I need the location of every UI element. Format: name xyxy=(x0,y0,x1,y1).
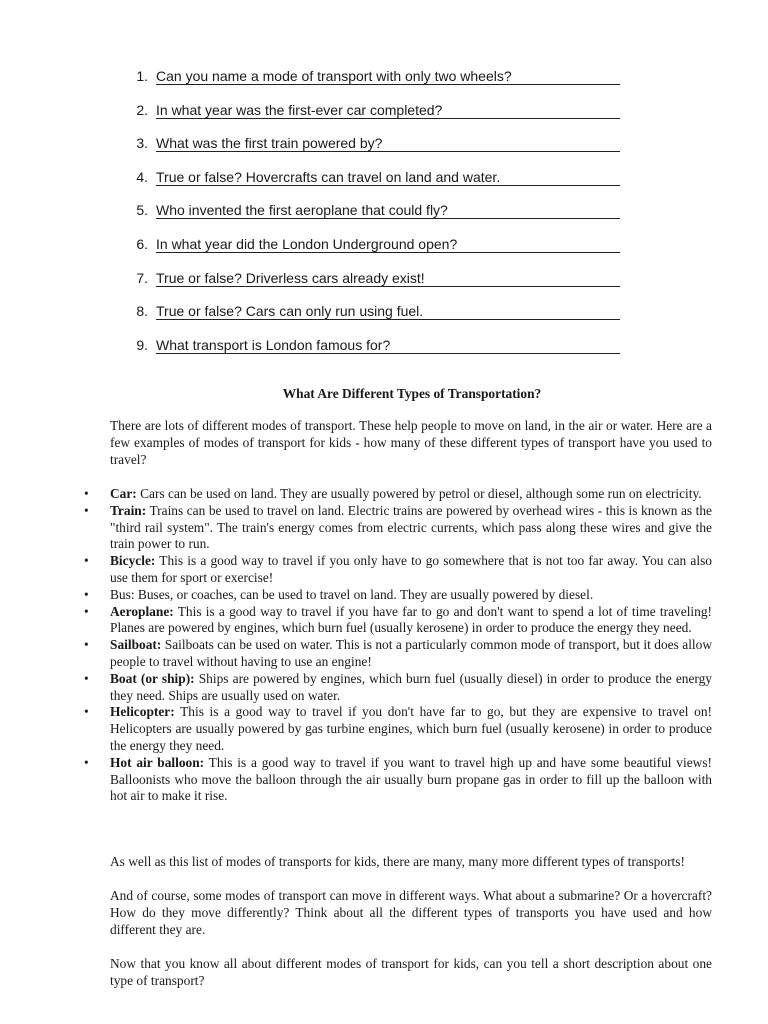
question-number: 3. xyxy=(136,135,148,152)
question-text: True or false? Driverless cars already exist! xyxy=(156,269,425,286)
answer-line xyxy=(156,185,620,186)
quiz-question xyxy=(0,129,768,163)
item-text: Cars can be used on land. They are usually powered by petrol or diesel, although some run on electricity. xyxy=(136,486,702,501)
closing-paragraph-3: Now that you know all about different modes of transport for kids, can you tell a short description about one type of transport? xyxy=(110,956,712,988)
question-text: Can you name a mode of transport with only two wheels? xyxy=(156,68,512,84)
item-term: Hot air balloon: xyxy=(110,754,205,770)
question-number: 1. xyxy=(136,68,148,84)
item-term: Sailboat: xyxy=(110,637,162,653)
question-number: 4. xyxy=(136,168,148,185)
question-text: In what year did the London Underground open? xyxy=(156,235,458,252)
quiz-question xyxy=(0,297,768,331)
item-text: This is a good way to travel if you only have to go somewhere that is not too far away. You can also use them for sport or exercise! xyxy=(110,553,712,585)
list-item xyxy=(0,486,712,503)
quiz-question xyxy=(0,230,768,264)
list-item xyxy=(0,637,712,671)
item-text: Sailboats can be used on water. This is not a particularly common mode of transport, but it does allow people to travel without having to use an engine! xyxy=(110,637,712,669)
answer-line xyxy=(156,151,620,152)
answer-line xyxy=(156,84,620,85)
quiz-question xyxy=(0,196,768,230)
question-text: In what year was the first-ever car completed? xyxy=(156,101,443,118)
question-text: Who invented the first aeroplane that could fly? xyxy=(156,202,448,219)
answer-line xyxy=(156,286,620,287)
quiz-question xyxy=(0,62,768,96)
quiz-question-list xyxy=(0,62,768,364)
transport-list xyxy=(0,486,768,805)
item-text: This is a good way to travel if you don't have far to go, but they are expensive to travel on! Helicopters are usually powered by gas turbine engines, which burn fuel (usually kerosene) in order to produce the energy they need. xyxy=(110,704,712,753)
item-term: Aeroplane: xyxy=(110,603,174,619)
quiz-question xyxy=(0,96,768,130)
item-term: Helicopter: xyxy=(110,704,175,720)
question-text: What transport is London famous for? xyxy=(156,336,391,353)
list-item xyxy=(0,704,712,754)
item-term: Boat (or ship): xyxy=(110,670,195,686)
section-title: What Are Different Types of Transportation? xyxy=(282,386,542,401)
quiz-question xyxy=(0,163,768,197)
question-number: 2. xyxy=(136,101,148,118)
list-item xyxy=(0,587,712,604)
bullet-icon: • xyxy=(84,486,89,501)
item-text: Ships are powered by engines, which burn fuel (usually diesel) in order to produce the energy they need. Ships are usually used on water. xyxy=(110,670,713,703)
item-text: Trains can be used to travel on land. Electric trains are powered by overhead wires - this is known as the "third rail system". The train's energy comes from electric currents, which pass along these wires and give the train power to run. xyxy=(110,502,712,552)
answer-line xyxy=(156,118,620,119)
question-number: 8. xyxy=(136,303,148,320)
question-number: 6. xyxy=(136,235,148,252)
quiz-question xyxy=(0,264,768,298)
closing-paragraph-2: And of course, some modes of transport can move in different ways. What about a submarine? Or a hovercraft? How do they move differently? Think about all the different types of transports you have used and how different they are. xyxy=(110,888,712,937)
answer-line xyxy=(156,218,620,219)
list-item xyxy=(0,604,712,638)
item-text: This is a good way to travel if you have far to go and don't want to spend a lot of time traveling! Planes are powered by engines, which burn fuel (usually kerosene) in order to produce the energy they need. xyxy=(110,603,712,636)
question-number: 5. xyxy=(136,202,148,219)
answer-line xyxy=(156,319,620,320)
question-number: 9. xyxy=(136,336,148,353)
bullet-icon: • xyxy=(84,603,89,619)
bullet-icon: • xyxy=(84,637,89,653)
quiz-question xyxy=(0,331,768,365)
item-term: Car: xyxy=(110,486,137,501)
item-text: This is a good way to travel if you want to travel high up and have some beautiful views! Balloonists who move the balloon through the air usually burn propane gas in order to fill up the balloon with hot air to make it rise. xyxy=(110,754,713,804)
closing-paragraph-1: As well as this list of modes of transports for kids, there are many, many more different types of transports! xyxy=(110,854,685,869)
list-item xyxy=(0,503,712,553)
question-text: True or false? Cars can only run using fuel. xyxy=(156,303,424,320)
bullet-icon: • xyxy=(84,553,89,569)
answer-line xyxy=(156,353,620,354)
list-item xyxy=(0,671,712,705)
bullet-icon: • xyxy=(84,586,89,602)
question-text: What was the first train powered by? xyxy=(156,135,383,152)
bullet-icon: • xyxy=(84,502,89,518)
item-term: Bicycle: xyxy=(110,553,156,569)
item-term: Train: xyxy=(110,502,147,518)
bullet-icon: • xyxy=(84,704,89,720)
list-item xyxy=(0,755,712,805)
list-item xyxy=(0,553,712,587)
question-text: True or false? Hovercrafts can travel on land and water. xyxy=(156,168,501,185)
item-text: Bus: Buses, or coaches, can be used to travel on land. They are usually powered by diesel. xyxy=(110,586,594,602)
question-number: 7. xyxy=(136,269,148,286)
intro-paragraph: There are lots of different modes of transport. These help people to move on land, in the air or water. Here are a few examples of modes of transport for kids - how many of these different types of transport have you used to travel? xyxy=(110,418,712,467)
bullet-icon: • xyxy=(84,670,89,686)
bullet-icon: • xyxy=(84,754,89,770)
answer-line xyxy=(156,252,620,253)
